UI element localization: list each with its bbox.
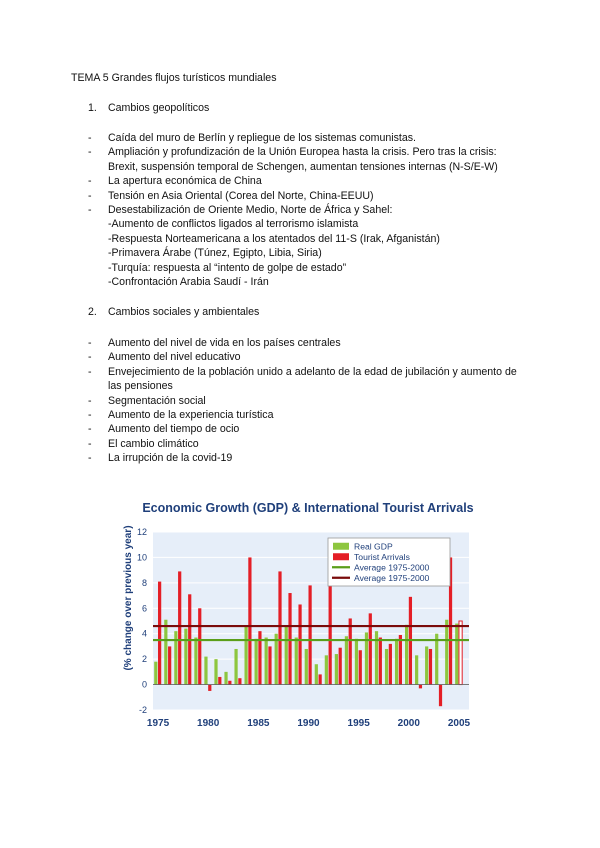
list-item	[88, 437, 528, 451]
x-tick-label: 1990	[297, 718, 320, 729]
gdp-bar	[385, 649, 388, 685]
sub-item: -Confrontación Arabia Saudí - Irán	[108, 276, 269, 289]
arrivals-bar	[389, 644, 392, 685]
section-heading-geopolitical	[88, 102, 209, 114]
dash-marker: -	[88, 351, 92, 364]
y-tick-label: 4	[141, 628, 147, 639]
dash-marker: -	[88, 175, 92, 188]
list-item-text: Aumento del tiempo de ocio	[108, 423, 240, 436]
list-item-text: Aumento de la experiencia turística	[108, 409, 274, 422]
list-item	[88, 350, 528, 364]
dash-marker: -	[88, 394, 92, 407]
sub-item: -Respuesta Norteamericana a los atentados del 11-S (Irak, Afganistán)	[108, 232, 440, 245]
list-item	[88, 394, 528, 408]
arrivals-bar	[349, 618, 352, 684]
arrivals-bar	[288, 593, 291, 685]
arrivals-bar	[228, 681, 231, 685]
dash-marker: -	[88, 423, 92, 436]
section-title: Cambios geopolíticos	[108, 102, 210, 114]
x-ticks	[147, 718, 471, 729]
arrivals-bar	[308, 585, 311, 684]
gdp-bar	[184, 629, 187, 685]
gdp-bar	[224, 672, 227, 685]
legend-label: Tourist Arrivals	[354, 551, 410, 562]
list-item	[88, 408, 528, 422]
legend-label: Real GDP	[354, 541, 393, 552]
arrivals-bar	[429, 649, 432, 685]
gdp-bar	[405, 625, 408, 685]
arrivals-bar	[339, 648, 342, 685]
gdp-bar	[455, 624, 458, 685]
document-title: TEMA 5 Grandes flujos turísticos mundiales	[71, 72, 277, 84]
gdp-bar	[255, 639, 258, 685]
list-item	[88, 131, 528, 145]
list-item-text: Envejecimiento de la población unido a adelanto de la edad de jubilación y aumento de las pensiones	[108, 365, 517, 393]
gdp-bar	[194, 638, 197, 685]
legend-label: Average 1975-2000	[354, 572, 430, 583]
gdp-bar	[335, 654, 338, 685]
list-item-text: Tensión en Asia Oriental (Corea del Norte, China-EEUU)	[108, 189, 374, 202]
x-tick-label: 1980	[197, 718, 220, 729]
list-item	[88, 336, 528, 350]
arrivals-bar	[419, 685, 422, 689]
gdp-bar	[305, 649, 308, 685]
y-tick-label: 10	[136, 552, 147, 563]
legend-label: Average 1975-2000	[354, 562, 430, 573]
dash-marker: -	[88, 204, 92, 217]
gdp-bar	[425, 646, 428, 684]
legend-swatch	[333, 553, 349, 560]
list-item-text: La apertura económica de China	[108, 175, 262, 188]
y-ticks	[137, 527, 147, 715]
x-tick-label: 1975	[146, 718, 170, 729]
dash-marker: -	[88, 337, 92, 349]
arrivals-bar	[399, 635, 402, 685]
chart-title: Economic Growth (GDP) & International Tourist Arrivals	[142, 501, 474, 515]
y-tick-label: 2	[141, 654, 147, 665]
gdp-bar	[315, 664, 318, 684]
arrivals-bar	[198, 608, 201, 684]
dash-marker: -	[88, 365, 92, 378]
y-tick-label: 0	[141, 679, 147, 690]
gdp-bar	[355, 639, 358, 685]
gdp-bar	[445, 620, 448, 685]
gdp-tourism-chart	[108, 490, 492, 740]
y-tick-label: 12	[136, 527, 147, 537]
social-list	[88, 336, 528, 466]
x-tick-label: 1985	[247, 718, 270, 729]
arrivals-bar	[218, 677, 221, 685]
list-item	[88, 145, 528, 174]
list-item-text: Ampliación y profundización de la Unión Europea hasta la crisis. Pero tras la crisis: Brexit, suspensión temporal de Schengen, aumentan tensiones internas (N-S/E-W)	[108, 146, 498, 173]
dash-marker: -	[88, 189, 92, 202]
arrivals-bar	[329, 582, 332, 685]
gdp-bar	[204, 657, 207, 685]
arrivals-bar	[459, 621, 462, 685]
sub-item: -Aumento de conflictos ligados al terrorismo islamista	[108, 218, 359, 231]
arrivals-bar	[268, 646, 271, 684]
list-item-text: Desestabilización de Oriente Medio, Norte de África y Sahel:	[108, 204, 393, 217]
gdp-bar	[295, 638, 298, 685]
dash-marker: -	[88, 437, 92, 450]
arrivals-bar	[379, 638, 382, 685]
dash-marker: -	[88, 452, 92, 465]
dash-marker: -	[88, 409, 92, 422]
x-tick-label: 2000	[397, 718, 420, 729]
section-title: Cambios sociales y ambientales	[108, 306, 260, 318]
arrivals-bar	[178, 571, 181, 684]
y-tick-label: -2	[138, 705, 147, 715]
list-item	[88, 365, 528, 394]
section-number: 2.	[88, 306, 97, 318]
arrivals-bar	[208, 685, 211, 691]
gdp-bar	[214, 659, 217, 684]
gdp-bar	[345, 636, 348, 684]
section-number: 1.	[88, 102, 97, 114]
x-tick-label: 1995	[347, 718, 370, 729]
arrivals-bar	[298, 604, 301, 684]
arrivals-bar	[439, 685, 442, 707]
list-item-text: El cambio climático	[108, 437, 199, 450]
gdp-bar	[395, 639, 398, 685]
gdp-bar	[285, 626, 288, 684]
gdp-bar	[275, 634, 278, 685]
y-tick-label: 6	[141, 603, 147, 614]
gdp-bar	[154, 662, 157, 685]
gdp-bar	[234, 649, 237, 685]
dash-marker: -	[88, 146, 92, 159]
gdp-bar	[415, 655, 418, 684]
arrivals-bar	[319, 674, 322, 684]
arrivals-bar	[369, 613, 372, 684]
list-item	[88, 422, 528, 436]
gdp-bar	[244, 626, 247, 684]
arrivals-bar	[359, 650, 362, 684]
dash-marker: -	[88, 132, 92, 144]
list-item-text: La irrupción de la covid-19	[108, 452, 233, 465]
list-item-text: Segmentación social	[108, 394, 206, 407]
y-axis-label: (% change over previous year)	[123, 525, 134, 671]
arrivals-bar	[248, 557, 251, 684]
gdp-bar	[265, 638, 268, 685]
list-item-text: Caída del muro de Berlín y repliegue de los sistemas comunistas.	[108, 132, 416, 144]
list-item	[88, 451, 528, 465]
y-tick-label: 8	[141, 577, 147, 588]
list-item	[88, 189, 528, 203]
gdp-bar	[435, 634, 438, 685]
geopolitical-list	[88, 131, 528, 289]
legend-swatch	[333, 543, 349, 550]
arrivals-bar	[238, 678, 241, 684]
list-item	[88, 203, 528, 289]
list-item	[88, 174, 528, 188]
chart-svg	[108, 490, 492, 740]
arrivals-bar	[168, 646, 171, 684]
x-tick-label: 2005	[447, 718, 471, 729]
list-item-text: Aumento del nivel educativo	[108, 351, 241, 364]
chart-legend	[328, 538, 450, 586]
arrivals-bar	[278, 571, 281, 684]
gdp-bar	[325, 655, 328, 684]
sub-item: -Turquía: respuesta al “intento de golpe de estado”	[108, 261, 347, 274]
list-item-text: Aumento del nivel de vida en los países centrales	[108, 337, 341, 349]
sub-item: -Primavera Árabe (Túnez, Egipto, Libia, Siria)	[108, 247, 322, 260]
gdp-bar	[164, 620, 167, 685]
section-heading-social	[88, 306, 259, 318]
arrivals-bar	[158, 582, 161, 685]
